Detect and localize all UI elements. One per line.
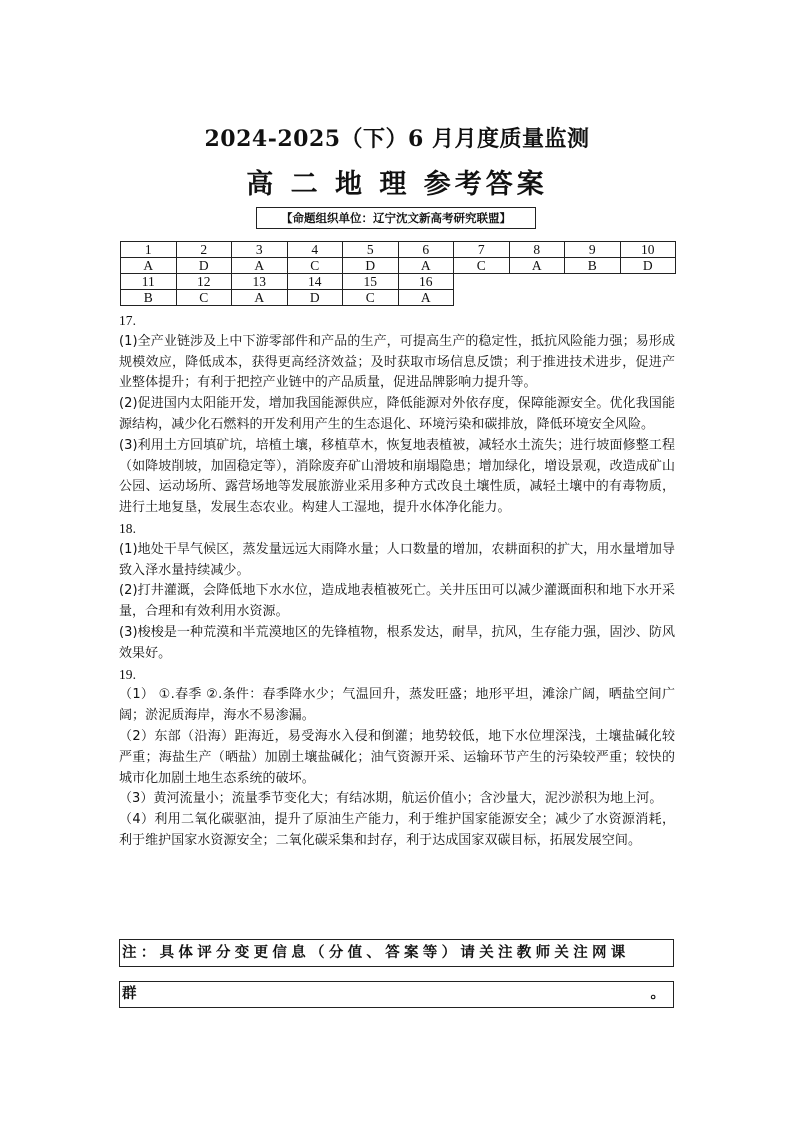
question-number: 6: [398, 242, 454, 258]
scoring-note: 注：具体评分变更信息（分值、答案等）请关注教师关注网课: [119, 939, 674, 967]
empty-cell: [565, 290, 621, 306]
question-18-part-1: (1)地处干旱气候区，蒸发量远远大雨降水量；人口数量的增加，农耕面积的扩大，用水量增加导致入泽水量持续减少。: [119, 541, 675, 578]
question-18-part-2: (2)打井灌溉，会降低地下水水位，造成地表植被死亡。关井压田可以减少灌溉面积和地下水开采量，合理和有效利用水资源。: [119, 583, 675, 620]
answer-cell: D: [176, 258, 232, 274]
question-number: 12: [176, 274, 232, 290]
answer-cell: D: [620, 258, 676, 274]
answer-cell: A: [232, 290, 288, 306]
answer-cell: D: [343, 258, 399, 274]
question-number: 16: [398, 274, 454, 290]
table-row-answers-2: [121, 290, 676, 306]
organizer-box: 【命题组织单位：辽宁沈文新高考研究联盟】: [256, 207, 536, 229]
question-19-part-4: （4）利用二氧化碳驱油，提升了原油生产能力，利于维护国家能源安全；减少了水资源消耗，利于维护国家水资源安全；二氧化碳采集和封存，利于达成国家双碳目标，拓展发展空间。: [119, 812, 675, 848]
empty-cell: [509, 290, 565, 306]
question-number: 9: [565, 242, 621, 258]
question-number: 13: [232, 274, 288, 290]
answer-cell: A: [398, 290, 454, 306]
answer-cell: A: [232, 258, 288, 274]
question-number: 5: [343, 242, 399, 258]
empty-cell: [509, 274, 565, 290]
answer-cell: C: [343, 290, 399, 306]
question-17-number: 17.: [119, 313, 137, 328]
question-19-part-3: （3）黄河流量小；流量季节变化大；有结冰期，航运价值小；含沙量大，泥沙淤积为地上河。: [119, 791, 663, 807]
question-17-part-1: (1)全产业链涉及上中下游零部件和产品的生产，可提高生产的稳定性，抵抗风险能力强；易形成规模效应，降低成本，获得更高经济效益；及时获取市场信息反馈；利于推进技术进步，促进产业整体提升；有利于把控产业链中的产品质量，促进品牌影响力提升等。: [119, 333, 675, 391]
question-19-part-2: （2）东部（沿海）距海近，易受海水入侵和倒灌；地势较低，地下水位埋深浅，土壤盐碱化较严重；海盐生产（晒盐）加剧土壤盐碱化；油气资源开采、运输环节产生的污染较严重；较快的城市化加剧土地生态系统的破坏。: [119, 728, 675, 786]
answer-cell: C: [176, 290, 232, 306]
question-19-part-1: （1） ①.春季 ②.条件：春季降水少；气温回升，蒸发旺盛；地形平坦，滩涂广阔，晒盐空间广阔；淤泥质海岸，海水不易渗漏。: [119, 687, 675, 724]
empty-cell: [620, 274, 676, 290]
empty-cell: [454, 290, 510, 306]
answer-cell: A: [509, 258, 565, 274]
answer-cell: A: [398, 258, 454, 274]
answer-cell: B: [121, 290, 177, 306]
table-row-numbers-1: [121, 242, 676, 258]
table-row-numbers-2: [121, 274, 676, 290]
question-number: 2: [176, 242, 232, 258]
note-end-mark: 。: [650, 986, 665, 1002]
exam-subtitle: 高 二 地 理 参考答案: [246, 169, 548, 200]
answer-table: [120, 241, 676, 306]
question-number: 11: [121, 274, 177, 290]
answer-cell: D: [287, 290, 343, 306]
answer-cell: A: [121, 258, 177, 274]
table-row-answers-1: [121, 258, 676, 274]
answer-body: [119, 311, 675, 852]
question-number: 14: [287, 274, 343, 290]
question-18-part-3: (3)梭梭是一种荒漠和半荒漠地区的先锋植物，根系发达，耐旱，抗风，生存能力强，固沙、防风效果好。: [119, 624, 675, 661]
note-continuation-text: 群: [122, 986, 137, 1002]
question-number: 3: [232, 242, 288, 258]
question-number: 1: [121, 242, 177, 258]
question-18-number: 18.: [119, 520, 137, 536]
question-17-part-2: (2)促进国内太阳能开发，增加我国能源供应，降低能源对外依存度，保障能源安全。优化我国能源结构，减少化石燃料的开发利用产生的生态退化、环境污染和碳排放，降低环境安全风险。: [119, 396, 675, 432]
empty-cell: [454, 274, 510, 290]
question-19-number: 19.: [119, 666, 137, 682]
empty-cell: [565, 274, 621, 290]
exam-title: 2024-2025（下）6 月月度质量监测: [204, 126, 590, 152]
answer-cell: C: [287, 258, 343, 274]
question-number: 7: [454, 242, 510, 258]
scoring-note-continued: [119, 981, 674, 1008]
answer-cell: B: [565, 258, 621, 274]
question-number: 8: [509, 242, 565, 258]
question-17-part-3: (3)利用土方回填矿坑，培植土壤，移植草木，恢复地表植被，减轻水土流失；进行坡面修整工程（如降坡削坡，加固稳定等），消除废弃矿山滑坡和崩塌隐患；增加绿化，增设景观，改造成矿山公园、运动场所、露营场地等发展旅游业采用多种方式改良土壤性质，减轻土壤中的有毒物质，进行土地复垦，发展生态农业。构建人工湿地，提升水体净化能力。: [119, 437, 675, 516]
question-number: 10: [620, 242, 676, 258]
question-number: 15: [343, 274, 399, 290]
answer-cell: C: [454, 258, 510, 274]
empty-cell: [620, 290, 676, 306]
question-number: 4: [287, 242, 343, 258]
